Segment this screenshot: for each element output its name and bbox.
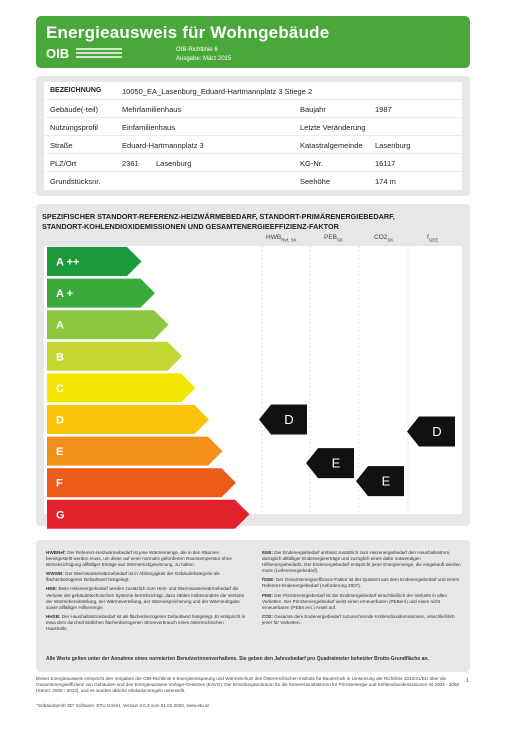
oib-logo-lines — [76, 48, 122, 60]
column-header-peb: $PEB_{SK}$ — [324, 234, 344, 243]
energy-class-label: B — [56, 351, 64, 364]
info-label: Seehöhe — [300, 177, 331, 186]
info-row-bezeichnung — [44, 82, 462, 100]
energy-class-bar — [47, 342, 182, 371]
header-banner — [36, 16, 470, 68]
definition-entry: PEB: Der Primärenergiebedarf ist der Endenergiebedarf einschließlich der Verluste in allen Vorketten. Der Primärenergiebedarf weist einen erneuerbaren (PEBern) und einen nicht erneuerbaren (PEBn.ern.) Anteil auf. — [262, 592, 447, 610]
info-value: Mehrfamilienhaus — [122, 105, 182, 114]
page-title: Energieausweis für Wohngebäude — [46, 23, 330, 42]
definition-entry: WWWB: Der Warmwasserwärmebedarf ist in Abhängigkeit der Gebäudekategorie als flächenbezogener Defaultwert festgelegt. — [46, 571, 220, 583]
chart-title-line: SPEZIFISCHER STANDORT-REFERENZ-HEIZWÄRMEBEDARF, STANDORT-PRIMÄRENERGIEBEDARF, — [42, 212, 395, 221]
info-row — [44, 172, 462, 190]
energy-class-label: A — [56, 319, 64, 332]
rating-marker-label: D — [432, 424, 442, 439]
guideline-label: OIB-Richtlinie 6 — [176, 47, 218, 53]
energy-scale-box — [44, 246, 462, 522]
definition-entry: fGEE: Der Gesamtenergieeffizienz-Faktor ist der Quotient aus dem Endenergiebedarf und einem Referenz-Endenergiebedarf (Anforderung 2007). — [262, 577, 460, 589]
bezeichnung-label: BEZEICHNUNG — [50, 87, 102, 94]
oib-logo — [46, 46, 124, 62]
info-row — [44, 118, 462, 136]
energy-class-label: E — [56, 446, 64, 459]
page-number: 1 — [466, 678, 469, 684]
chart-title — [42, 212, 462, 232]
energy-class-label: G — [56, 509, 65, 522]
column-header-fgee: $f_{GEE}$ — [427, 234, 439, 243]
rating-marker — [356, 466, 404, 496]
definitions-footnote: Alle Werte gelten unter der Annahme eines normierten Benutzerinnenverhaltens. Sie geben den Jahresbedarf pro Quadratmeter beheizter Brutto-Grundfläche an. — [46, 656, 429, 662]
rating-marker — [407, 417, 455, 447]
info-value: Einfamilienhaus — [122, 123, 175, 132]
software-credit: "GebäudeprofI 3D" Software, ETU GmbH, Version 4.0.3 vom 01.02.2020, www.etu.at — [36, 703, 209, 708]
info-value: Eduard-Hartmannplatz 3 — [122, 141, 204, 150]
energy-class-label: D — [56, 414, 64, 427]
definition-entry: HHSB: Der Haushaltsstrombedarf ist als flächenbezogener Defaultwert festgelegt. Er entspricht in etwa dem durchschnittlichen flächenbezogenen Stromverbrauch eines österreichischen Haushalts. — [46, 613, 246, 632]
energy-class-bar — [47, 310, 169, 339]
definitions-panel — [36, 540, 470, 672]
definitions-left — [46, 550, 246, 635]
info-label: Grundstücksnr. — [50, 177, 101, 186]
bezeichnung-value: 10050_EA_Lasenburg_Eduard-Hartmannplatz 3 Stiege 2 — [122, 87, 313, 96]
energy-class-bar — [47, 437, 223, 466]
info-row — [44, 136, 462, 154]
info-label: Straße — [50, 141, 73, 150]
energy-class-label: C — [56, 382, 64, 395]
definition-entry: HWBRef: Der Referenz-Heizwärmebedarf ist jene Wärmemenge, die in den Räumen bereitgestellt werden muss, um diese auf einer normativ geforderten Raumtemperatur ohne Berücksichtigung allfälliger Erträge aus Wärmerückgewinnung, zu halten. — [46, 550, 232, 568]
info-row — [44, 154, 462, 172]
info-value: 2361 — [122, 159, 139, 168]
oib-logo-text: OIB — [46, 46, 70, 61]
rating-marker-label: D — [284, 412, 294, 427]
definition-entry: CO2: Gesamte dem Endenergiebedarf zuzurechnende Kohlendioxidemissionen, einschließlich jener für Vorketten. — [262, 613, 455, 625]
info-label: PLZ/Ort — [50, 159, 77, 168]
energy-class-bar — [47, 500, 250, 529]
building-info-panel — [36, 76, 470, 196]
info-value: Lasenburg — [375, 141, 411, 150]
column-header-co2: $CO2_{SK}$ — [374, 234, 394, 243]
info-label: Nutzungsprofil — [50, 123, 98, 132]
info-label: Baujahr — [300, 105, 326, 114]
energy-class-bar — [47, 373, 196, 402]
rating-marker-label: E — [331, 455, 341, 471]
info-label: KG-Nr. — [300, 159, 323, 168]
chart-title-line: STANDORT-KOHLENDIOXIDEMISSIONEN UND GESAMTENERGIEEFFIZIENZ-FAKTOR — [42, 222, 339, 231]
definition-entry: HEB: Beim Heizenergiebedarf werden zusätzlich zum Heiz- und Warmwasserwärmebedarf die Verluste der gebäudetechnischen Systeme berücksichtigt, dazu zählen insbesondere die Verluste der Wärmebereitstellung, der Wärmeverteilung, der Wärmespeicherung und der Wärmeabgabe sowie allfälliger Hilfsenergie. — [46, 586, 245, 610]
definition-entry: EEB: Der Endenergiebedarf umfasst zusätzlich zum Heizenergiebedarf den Haushaltsstrom, abzüglich allfälliger Endenergieerträge und zuzüglich eines dafür notwendigen Hilfsenergiebedarfs. Der Endenergiebedarf entspricht jener Energiemenge, die eingekauft werden muss (Lieferenergiebedarf). — [262, 550, 461, 574]
info-value: 174 m — [375, 177, 396, 186]
energy-class-bar — [47, 468, 236, 497]
definitions-right — [262, 550, 462, 629]
rating-marker-label: E — [381, 473, 391, 489]
energy-class-label: F — [56, 477, 63, 490]
info-label: Letzte Veränderung — [300, 123, 366, 132]
info-row — [44, 100, 462, 118]
energy-class-bar — [47, 405, 209, 434]
building-info-box — [44, 82, 462, 190]
info-label: Katastralgemeinde — [300, 141, 363, 150]
energy-class-label: A ++ — [56, 256, 80, 269]
energy-class-label: A + — [56, 288, 74, 301]
energy-scale-chart — [44, 246, 462, 522]
info-value: 1987 — [375, 105, 392, 114]
column-header-hwb: $HWB_{Ref, SK}$ — [266, 234, 297, 243]
info-value: Lasenburg — [156, 159, 192, 168]
info-label: Gebäude(-teil) — [50, 105, 98, 114]
energy-rating-panel — [36, 204, 470, 526]
info-value: 16117 — [375, 159, 396, 168]
rating-marker — [306, 448, 354, 478]
rating-marker — [259, 405, 307, 435]
edition-label: Ausgabe: März 2015 — [176, 56, 232, 62]
legal-footer-text: Dieser Energieausweis entspricht den Vorgaben der OIB-Richtlinie 6 Energieeinsparung und Wärmeschutz des Österreichischen Instituts für Bautechnik in Umsetzung der Richtlinie 2010/31/EU über die Gesamtenergieeffizienz von Gebäuden und des Energieausweis-Vorlage-Gesetzes (EAVG). Der Ermittlungszeitraum für die Konversionsfaktoren für Primärenergie und Kohlendioxidemissionen ist 2004 - 2008 (Strom: 2009 - 2013), und es wurden übliche Allokationsregeln unterstellt. — [36, 676, 459, 694]
